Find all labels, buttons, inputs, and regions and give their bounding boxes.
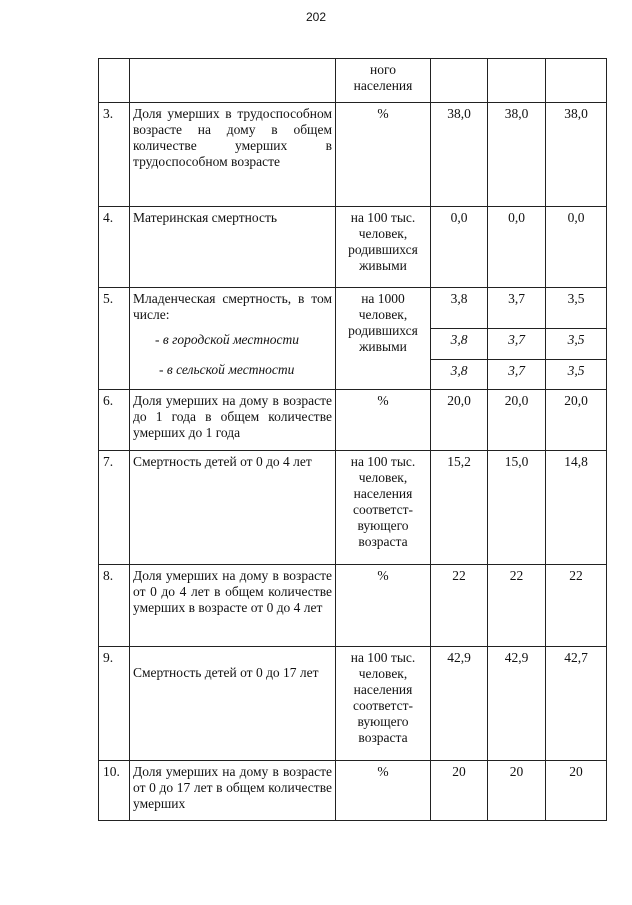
table-row — [99, 390, 607, 451]
value-cell: 3,7 — [488, 288, 546, 329]
value-cell: 0,0 — [546, 207, 607, 288]
indicator-name: Смертность детей от 0 до 4 лет — [130, 451, 336, 565]
value-cell: 38,0 — [488, 103, 546, 207]
value-cell: 3,5 — [546, 360, 607, 390]
value-cell: 20 — [488, 761, 546, 821]
table-row — [99, 451, 607, 565]
indicator-name-text: Смертность детей от 0 до 17 лет — [133, 665, 319, 680]
table-row — [99, 207, 607, 288]
row-number: 9. — [99, 647, 130, 761]
value-cell: 0,0 — [488, 207, 546, 288]
indicators-table — [98, 58, 607, 821]
indicator-name: Материнская смертность — [130, 207, 336, 288]
indicator-name: Доля умерших на дому в возрасте до 1 года в общем количестве умерших до 1 года — [130, 390, 336, 451]
value-cell: 22 — [546, 565, 607, 647]
indicator-name: Доля умерших на дому в возрасте от 0 до 4 лет в общем количестве умерших в возрасте от 0 до 4 лет — [130, 565, 336, 647]
row-number: 7. — [99, 451, 130, 565]
indicator-name — [130, 59, 336, 103]
unit-cell: на 100 тыс. человек, родившихся живыми — [336, 207, 431, 288]
indicator-name — [130, 647, 336, 761]
unit-cell: на 100 тыс. человек, населения соответст-вующего возраста — [336, 451, 431, 565]
value-cell: 15,0 — [488, 451, 546, 565]
value-cell: 3,5 — [546, 288, 607, 329]
table-row — [99, 761, 607, 821]
value-cell — [488, 59, 546, 103]
value-cell: 42,9 — [431, 647, 488, 761]
table-row — [99, 103, 607, 207]
table-row — [99, 647, 607, 761]
unit-cell: % — [336, 761, 431, 821]
unit-cell: % — [336, 103, 431, 207]
value-cell: 20 — [546, 761, 607, 821]
value-cell: 42,9 — [488, 647, 546, 761]
value-cell — [546, 59, 607, 103]
value-cell: 3,8 — [431, 329, 488, 360]
row-number — [99, 59, 130, 103]
value-cell: 20,0 — [546, 390, 607, 451]
value-cell: 20,0 — [431, 390, 488, 451]
unit-cell: на 100 тыс. человек, населения соответст-вующего возраста — [336, 647, 431, 761]
value-cell: 3,7 — [488, 360, 546, 390]
value-cell: 14,8 — [546, 451, 607, 565]
sub-indicator-urban: - в городской местности — [155, 332, 300, 347]
table-row — [99, 565, 607, 647]
value-cell: 3,7 — [488, 329, 546, 360]
indicator-name — [130, 288, 336, 390]
table-row — [99, 59, 607, 103]
row-number: 10. — [99, 761, 130, 821]
value-cell: 0,0 — [431, 207, 488, 288]
page-number: 202 — [305, 10, 327, 24]
value-cell: 20,0 — [488, 390, 546, 451]
value-cell: 38,0 — [431, 103, 488, 207]
table-row — [99, 288, 607, 329]
row-number: 6. — [99, 390, 130, 451]
indicator-name-main: Младенческая смертность, в том числе: — [133, 291, 332, 322]
unit-cell: на 1000 человек, родившихся живыми — [336, 288, 431, 390]
value-cell — [431, 59, 488, 103]
value-cell: 3,8 — [431, 288, 488, 329]
sub-indicator-rural: - в сельской местности — [159, 362, 295, 377]
row-number: 4. — [99, 207, 130, 288]
value-cell: 3,5 — [546, 329, 607, 360]
row-number: 8. — [99, 565, 130, 647]
value-cell: 22 — [431, 565, 488, 647]
unit-cell: % — [336, 565, 431, 647]
indicator-name: Доля умерших в трудоспособном возрасте на дому в общем количестве умерших в трудоспособном возрасте — [130, 103, 336, 207]
value-cell: 42,7 — [546, 647, 607, 761]
unit-cell: ного населения — [336, 59, 431, 103]
value-cell: 38,0 — [546, 103, 607, 207]
value-cell: 15,2 — [431, 451, 488, 565]
value-cell: 22 — [488, 565, 546, 647]
unit-cell: % — [336, 390, 431, 451]
row-number: 3. — [99, 103, 130, 207]
indicator-name: Доля умерших на дому в возрасте от 0 до 17 лет в общем количестве умерших — [130, 761, 336, 821]
value-cell: 20 — [431, 761, 488, 821]
row-number: 5. — [99, 288, 130, 390]
value-cell: 3,8 — [431, 360, 488, 390]
